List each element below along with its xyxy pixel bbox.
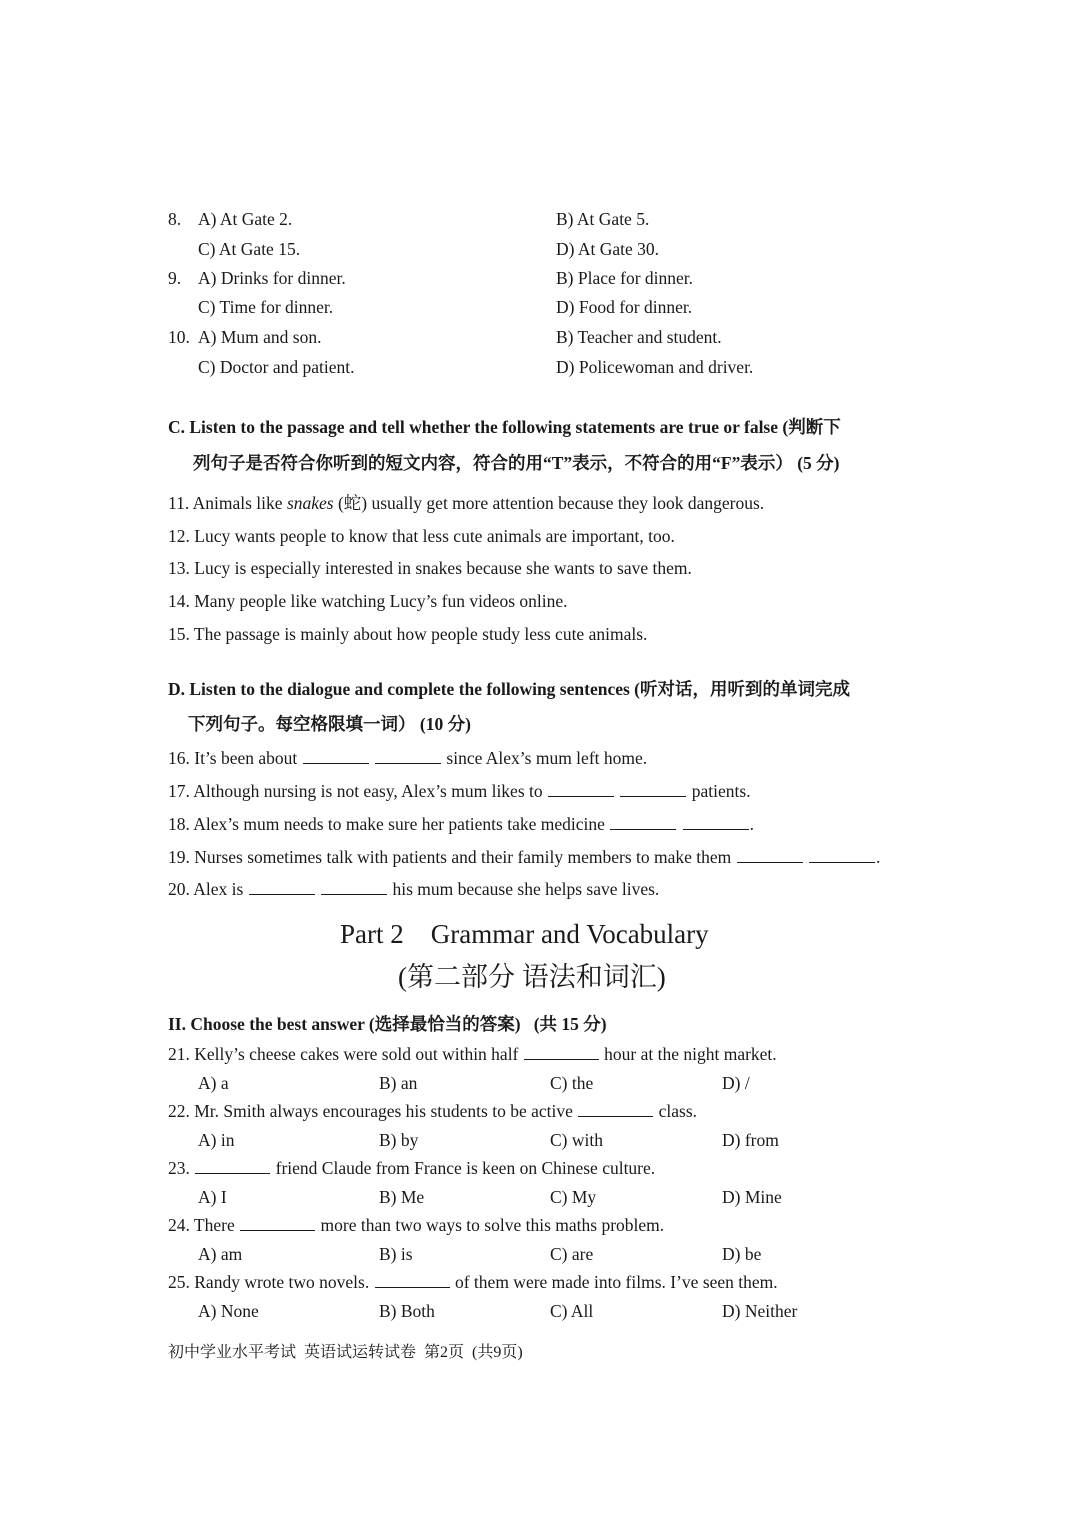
- section-ii-heading: II. Choose the best answer (选择最恰当的答案) (共 15 分): [168, 1014, 607, 1034]
- sentence-text: patients.: [691, 781, 751, 801]
- question-number: 8.: [168, 209, 182, 229]
- question-number: 9.: [168, 268, 182, 288]
- statement-text: 11. Animals like: [168, 493, 287, 513]
- option-b: B) At Gate 5.: [556, 209, 650, 229]
- option-b: B) an: [379, 1073, 418, 1093]
- question-22: [168, 1100, 697, 1122]
- page-footer: 初中学业水平考试 英语试运转试卷 第2页 (共9页): [168, 1344, 523, 1361]
- question-number: 10.: [168, 327, 190, 347]
- question-text: 25. Randy wrote two novels.: [168, 1272, 370, 1292]
- option-b: B) Both: [379, 1301, 435, 1321]
- option-b: B) by: [379, 1130, 419, 1150]
- option-b: B) Teacher and student.: [556, 327, 722, 347]
- option-a: A) I: [198, 1187, 227, 1207]
- question-text: 21. Kelly’s cheese cakes were sold out within half: [168, 1044, 519, 1064]
- answer-blank[interactable]: [195, 1157, 270, 1174]
- answer-blank[interactable]: [683, 813, 749, 830]
- section-c-heading-cont: 列句子是否符合你听到的短文内容，符合的用“T”表示，不符合的用“F”表示） (5 分): [193, 453, 840, 473]
- sentence-18: [168, 813, 754, 835]
- option-d: D) from: [722, 1130, 779, 1150]
- sentence-17: [168, 780, 751, 802]
- sentence-text: .: [876, 847, 881, 867]
- sentence-19: [168, 846, 880, 868]
- question-text: hour at the night market.: [604, 1044, 777, 1064]
- option-d: D) At Gate 30.: [556, 239, 660, 259]
- statement-text: (蛇) usually get more attention because they look dangerous.: [333, 493, 765, 513]
- option-c: C) are: [550, 1244, 594, 1264]
- answer-blank[interactable]: [375, 1271, 450, 1288]
- question-21: [168, 1043, 777, 1065]
- option-c: C) At Gate 15.: [198, 239, 301, 259]
- section-d-heading-cont: 下列句子。每空格限填一词） (10 分): [188, 714, 471, 734]
- option-a: A) None: [198, 1301, 259, 1321]
- option-b: B) is: [379, 1244, 413, 1264]
- sentence-text: 17. Although nursing is not easy, Alex’s mum likes to: [168, 781, 543, 801]
- option-d: D) Neither: [722, 1301, 798, 1321]
- question-24: [168, 1214, 664, 1236]
- answer-blank[interactable]: [249, 878, 315, 895]
- sentence-text: 16. It’s been about: [168, 748, 298, 768]
- option-a: A) Drinks for dinner.: [198, 268, 346, 288]
- sentence-16: [168, 747, 647, 769]
- option-d: D) Food for dinner.: [556, 297, 693, 317]
- option-c: C) with: [550, 1130, 603, 1150]
- answer-blank[interactable]: [620, 780, 686, 797]
- option-d: D) be: [722, 1244, 762, 1264]
- sentence-text: his mum because she helps save lives.: [392, 879, 660, 899]
- answer-blank[interactable]: [548, 780, 614, 797]
- statement-14: 14. Many people like watching Lucy’s fun videos online.: [168, 591, 568, 611]
- option-c: C) Doctor and patient.: [198, 357, 355, 377]
- part2-title: Part 2 Grammar and Vocabulary: [340, 919, 709, 949]
- answer-blank[interactable]: [737, 846, 803, 863]
- question-23: [168, 1157, 655, 1179]
- question-text: class.: [658, 1101, 698, 1121]
- option-a: A) am: [198, 1244, 243, 1264]
- question-text: 22. Mr. Smith always encourages his students to be active: [168, 1101, 573, 1121]
- option-a: A) in: [198, 1130, 235, 1150]
- statement-11: [168, 492, 764, 514]
- option-d: D) /: [722, 1073, 750, 1093]
- section-c-heading: C. Listen to the passage and tell whether the following statements are true or false (判断下: [168, 417, 841, 437]
- option-b: B) Place for dinner.: [556, 268, 694, 288]
- question-text: friend Claude from France is keen on Chinese culture.: [275, 1158, 656, 1178]
- option-d: D) Policewoman and driver.: [556, 357, 754, 377]
- option-a: A) a: [198, 1073, 229, 1093]
- question-text: 24. There: [168, 1215, 235, 1235]
- answer-blank[interactable]: [524, 1043, 599, 1060]
- answer-blank[interactable]: [578, 1100, 653, 1117]
- option-c: C) My: [550, 1187, 597, 1207]
- option-c: C) Time for dinner.: [198, 297, 334, 317]
- sentence-20: [168, 878, 659, 900]
- answer-blank[interactable]: [375, 747, 441, 764]
- answer-blank[interactable]: [610, 813, 676, 830]
- question-text: 23.: [168, 1158, 190, 1178]
- option-a: A) At Gate 2.: [198, 209, 293, 229]
- option-a: A) Mum and son.: [198, 327, 322, 347]
- section-d-heading: D. Listen to the dialogue and complete the following sentences (听对话，用听到的单词完成: [168, 679, 850, 699]
- answer-blank[interactable]: [240, 1214, 315, 1231]
- answer-blank[interactable]: [809, 846, 875, 863]
- sentence-text: 20. Alex is: [168, 879, 244, 899]
- statement-15: 15. The passage is mainly about how people study less cute animals.: [168, 624, 648, 644]
- part2-title-cn: (第二部分 语法和词汇): [398, 962, 666, 992]
- option-d: D) Mine: [722, 1187, 782, 1207]
- statement-13: 13. Lucy is especially interested in snakes because she wants to save them.: [168, 558, 692, 578]
- answer-blank[interactable]: [303, 747, 369, 764]
- question-25: [168, 1271, 778, 1293]
- sentence-text: since Alex’s mum left home.: [446, 748, 648, 768]
- sentence-text: 19. Nurses sometimes talk with patients and their family members to make them: [168, 847, 732, 867]
- statement-12: 12. Lucy wants people to know that less cute animals are important, too.: [168, 526, 675, 546]
- option-c: C) All: [550, 1301, 594, 1321]
- question-text: more than two ways to solve this maths problem.: [320, 1215, 665, 1235]
- answer-blank[interactable]: [321, 878, 387, 895]
- question-text: of them were made into films. I’ve seen them.: [454, 1272, 778, 1292]
- statement-italic-word: snakes: [286, 493, 334, 513]
- option-c: C) the: [550, 1073, 594, 1093]
- sentence-text: 18. Alex’s mum needs to make sure her patients take medicine: [168, 814, 605, 834]
- option-b: B) Me: [379, 1187, 425, 1207]
- sentence-text: .: [749, 814, 755, 834]
